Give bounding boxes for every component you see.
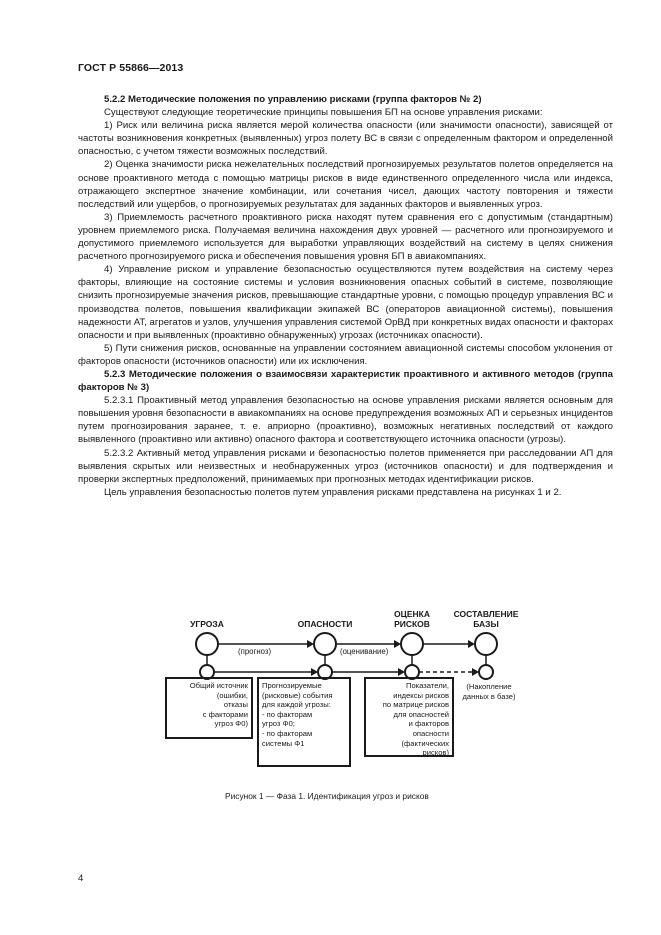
node-label-risk-eval: ОЦЕНКА РИСКОВ (394, 609, 430, 629)
figure-diagram (150, 604, 550, 784)
paragraph: 5) Пути снижения рисков, основанные на управлении состоянием авиационной системы способом уклонения от факторов опасности (источников опасности) или их исключения. (78, 342, 613, 367)
node-circle-threat (196, 633, 218, 655)
paragraph: 5.2.3.2 Активный метод управления рисками и безопасностью полетов применяется при расследовании АП для выявления скрытых или неизвестных и необнаруженных угроз (источников опасности) и для подтверждения и проверки экспертных предположений, принимаемых при прогнозных методах идентификации рисков. (78, 447, 613, 485)
paragraph: Цель управления безопасностью полетов путем управления рисками представлена на рисунках 1 и 2. (104, 486, 562, 498)
figure-caption: Рисунок 1 — Фаза 1. Идентификация угроз и рисков (225, 791, 429, 801)
paragraph: Существуют следующие теоретические принципы повышения БП на основе управления рисками: (104, 107, 543, 119)
node-label-threat: УГРОЗА (190, 619, 224, 629)
paragraph: 2) Оценка значимости риска нежелательных последствий прогнозируемых результатов полетов определяется на основе проактивного метода с помощью матрицы рисков в виде единственного определенного числа или индекса, отражающего экспертное значение комбинации, или сочетания чисел, дающих частоту повторения и тяжести последствий или ущербов, о прогнозируемых результатах для заданных факторов и выявленных угроз. (78, 159, 613, 210)
box-common-source (165, 677, 253, 739)
note-text: (Накопление данных в базе) (462, 682, 516, 701)
paragraph: 4) Управление риском и управление безопасностью осуществляются путем воздействия на систему через факторы, влияющие на состояние системы и условия возникновения опасных событий в системе, позволяющие снизить прогнозируемые значения рисков, превышающие стандартные уровни, с помощью процедур управления ВС и производства полетов, повышения квалификации экипажей ВС (операторов авиационной системы), повышения надежности АТ, агрегатов и узлов, улучшения управления системой ОрВД при конкретных видах опасности и факторах опасности и при выявленных (проактивно обнаруженных) угрозах (источниках опасности). (78, 264, 613, 341)
box-accumulation-note (448, 680, 530, 706)
section-heading: 5.2.3 Методические положения о взаимосвязи характеристик проактивного и активного методов (группа факторов № 3) (78, 368, 613, 394)
box-text: Прогнозируемые (рисковые) события для каждой угрозы: - по факторам угроз Φ0; - по факторам системы Φ1 (262, 681, 333, 748)
arrow-label-forecast: (прогноз) (238, 647, 272, 656)
document-header: ГОСТ Р 55866—2013 (78, 62, 184, 74)
arrow-label-assessment: (оценивание) (340, 647, 389, 656)
box-text: Общий источник (ошибки, отказы с факторами угроз Φ0) (189, 681, 248, 729)
paragraph: 5.2.3.1 Проактивный метод управления безопасностью на основе управления рисками является основным для повышения уровня безопасности в авиакомпаниях на основе предупреждения возможных АП и серьезных инцидентов путем прогнозирования заранее, т. е. априорно (проактивно), возможных негативных последствий от каждого выявленного (проактивно или активно) опасного фактора и соответствующего источника опасности (угрозы). (78, 395, 613, 446)
box-risk-indicators (364, 677, 454, 757)
node-circle-risk-eval (401, 633, 423, 655)
paragraph: 1) Риск или величина риска является мерой количества опасности (или значимости опасности), зависящей от частоты возникновения конкретных (выявленных) угроз полету ВС в связи с определенным фактором и определенной опасностью, с учетом тяжести возможных последствий. (78, 120, 613, 158)
page-number: 4 (78, 873, 84, 884)
node-circle-hazards (314, 633, 336, 655)
node-label-hazards: ОПАСНОСТИ (297, 619, 353, 629)
paragraph: 3) Приемлемость расчетного проактивного риска находят путем сравнения его с допустимым (стандартным) уровнем приемлемого риска. Получаемая величина нахождения двух уровней — расчетного или прогнозируемого и допустимого приемлемого используется для выработки управляющих воздействий на систему в целях снижения расчетного прогнозируемого риска и обеспечения повышения уровня БП в авиакомпаниях. (78, 211, 613, 263)
box-text: Показатели, индексы рисков по матрице рисков для опасностей и факторов опасности (фактических рисков) (382, 681, 449, 758)
document-body (78, 93, 613, 499)
box-predicted-events (257, 677, 351, 767)
node-circle-database (475, 633, 497, 655)
node-label-database: СОСТАВЛЕНИЕ БАЗЫ (453, 609, 519, 629)
section-heading: 5.2.2 Методические положения по управлению рисками (группа факторов № 2) (104, 94, 482, 105)
